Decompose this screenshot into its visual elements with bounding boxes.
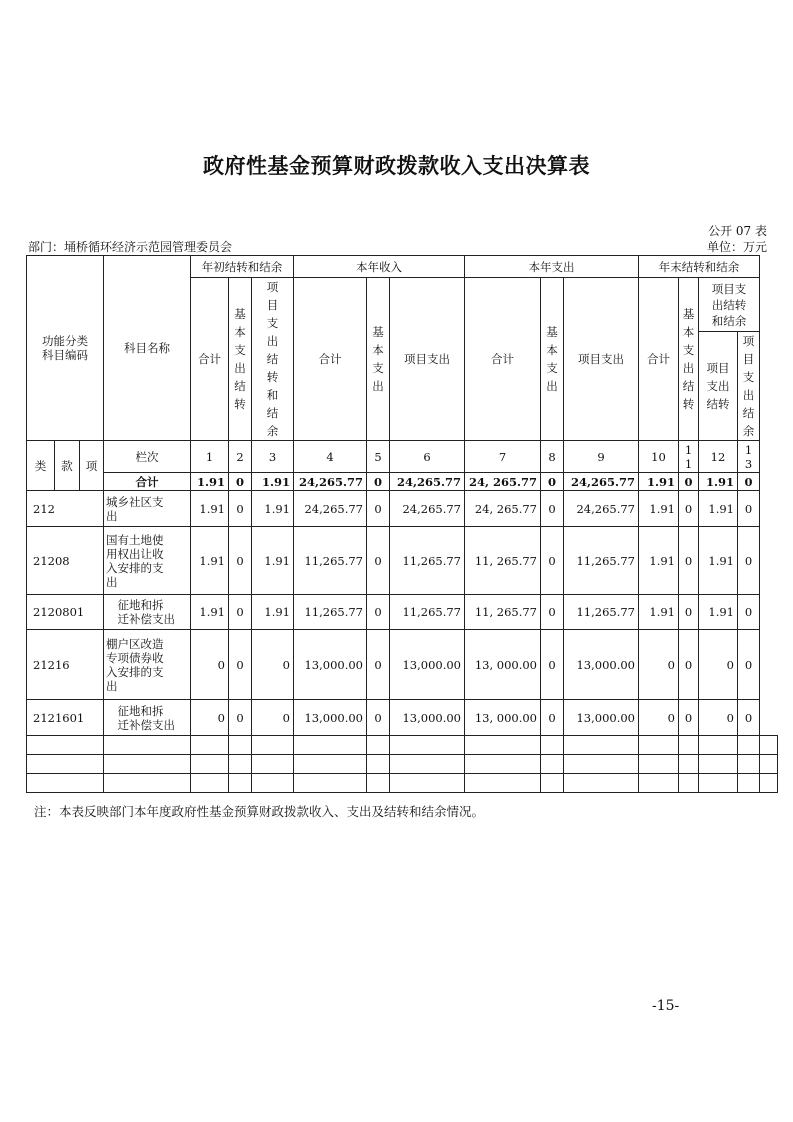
row-cell: 13,000.00 [294, 700, 367, 736]
table-row [27, 630, 778, 700]
row-code: 21216 [27, 630, 104, 700]
row-cell: 13,000.00 [564, 630, 639, 700]
row-cell: 11, 265.77 [465, 595, 541, 630]
footnote: 注：本表反映部门本年度政府性基金预算财政拨款收入、支出及结转和结余情况。 [34, 804, 485, 819]
row-name: 城乡社区支 出 [104, 491, 191, 527]
table-row [27, 700, 778, 736]
row-cell: 0 [541, 491, 564, 527]
row-cell: 0 [229, 700, 252, 736]
total-row-label: 合计 [104, 473, 191, 491]
row-code: 2120801 [27, 595, 104, 630]
row-cell: 13,000.00 [390, 700, 465, 736]
column-number: 1 3 [738, 441, 760, 473]
row-cell: 1.91 [191, 595, 229, 630]
kuan-header: 款 [55, 441, 80, 491]
row-cell: 0 [699, 700, 738, 736]
row-cell: 1.91 [639, 595, 679, 630]
total-cell: 0 [229, 473, 252, 491]
row-cell: 24,265.77 [390, 491, 465, 527]
row-cell: 11,265.77 [294, 527, 367, 595]
row-cell: 1.91 [191, 527, 229, 595]
row-cell: 11,265.77 [390, 527, 465, 595]
row-cell: 13,000.00 [390, 630, 465, 700]
column-number: 1 [191, 441, 229, 473]
column-number: 5 [367, 441, 390, 473]
end-basic-header: 基 本 支 出 结 转 [679, 278, 699, 441]
column-number: 2 [229, 441, 252, 473]
row-cell: 0 [252, 630, 294, 700]
total-cell: 0 [367, 473, 390, 491]
xiang-header: 项 [80, 441, 104, 491]
total-cell: 24,265.77 [564, 473, 639, 491]
unit-label: 单位：万元 [706, 240, 767, 254]
row-cell: 0 [679, 527, 699, 595]
row-cell: 0 [229, 595, 252, 630]
income-header: 本年收入 [294, 256, 465, 278]
row-cell: 0 [679, 700, 699, 736]
row-cell: 0 [367, 595, 390, 630]
row-cell: 0 [738, 630, 760, 700]
row-cell: 13, 000.00 [465, 700, 541, 736]
end-total-header: 合计 [639, 278, 679, 441]
total-cell: 0 [679, 473, 699, 491]
row-cell: 0 [229, 630, 252, 700]
column-number: 1 1 [679, 441, 699, 473]
row-cell: 13,000.00 [294, 630, 367, 700]
form-number: 公开 07 表 [708, 224, 767, 238]
column-number: 12 [699, 441, 738, 473]
row-name: 棚户区改造 专项债券收 入安排的支 出 [104, 630, 191, 700]
expense-basic-header: 基 本 支 出 [541, 278, 564, 441]
row-cell: 0 [367, 527, 390, 595]
row-cell: 0 [229, 527, 252, 595]
total-cell: 1.91 [191, 473, 229, 491]
total-cell: 1.91 [252, 473, 294, 491]
row-cell: 11,265.77 [564, 527, 639, 595]
row-cell: 0 [229, 491, 252, 527]
total-cell: 0 [738, 473, 760, 491]
total-cell: 0 [541, 473, 564, 491]
row-cell: 11, 265.77 [465, 527, 541, 595]
row-cell: 1.91 [252, 595, 294, 630]
row-cell: 11,265.77 [564, 595, 639, 630]
row-cell: 0 [738, 595, 760, 630]
row-cell: 24,265.77 [294, 491, 367, 527]
row-name: 征地和拆 迁补偿支出 [104, 595, 191, 630]
row-cell: 24,265.77 [564, 491, 639, 527]
row-cell: 1.91 [699, 595, 738, 630]
row-code: 21208 [27, 527, 104, 595]
row-cell: 0 [541, 595, 564, 630]
total-cell: 24,265.77 [390, 473, 465, 491]
total-cell: 1.91 [699, 473, 738, 491]
row-cell: 1.91 [252, 527, 294, 595]
row-cell: 0 [679, 491, 699, 527]
column-number: 10 [639, 441, 679, 473]
column-number: 7 [465, 441, 541, 473]
begin-total-header: 合计 [191, 278, 229, 441]
row-cell: 11,265.77 [294, 595, 367, 630]
income-basic-header: 基 本 支 出 [367, 278, 390, 441]
total-cell: 24, 265.77 [465, 473, 541, 491]
end-project-carry-header: 项目 支出 结转 [699, 332, 738, 441]
column-number: 8 [541, 441, 564, 473]
expense-header: 本年支出 [465, 256, 639, 278]
row-name: 征地和拆 迁补偿支出 [104, 700, 191, 736]
column-number: 4 [294, 441, 367, 473]
department-label: 部门：埇桥循环经济示范园管理委员会 [28, 240, 233, 254]
expense-project-header: 项目支出 [564, 278, 639, 441]
func-code-header: 功能分类 科目编码 [27, 256, 104, 441]
row-cell: 1.91 [699, 527, 738, 595]
row-cell: 0 [541, 527, 564, 595]
column-number: 6 [390, 441, 465, 473]
lei-header: 类 [27, 441, 55, 491]
row-cell: 1.91 [639, 527, 679, 595]
row-cell: 0 [367, 630, 390, 700]
expense-total-header: 合计 [465, 278, 541, 441]
income-total-header: 合计 [294, 278, 367, 441]
row-cell: 0 [191, 700, 229, 736]
row-cell: 0 [252, 700, 294, 736]
row-cell: 1.91 [191, 491, 229, 527]
column-number: 9 [564, 441, 639, 473]
fund-table [26, 255, 778, 793]
row-cell: 0 [541, 630, 564, 700]
table-row [27, 595, 778, 630]
row-cell: 0 [639, 630, 679, 700]
begin-project-header: 项 目 支 出 结 转 和 结 余 [252, 278, 294, 441]
row-cell: 1.91 [252, 491, 294, 527]
row-cell: 0 [367, 700, 390, 736]
row-cell: 0 [738, 700, 760, 736]
row-cell: 0 [541, 700, 564, 736]
row-name: 国有土地使 用权出让收 入安排的支 出 [104, 527, 191, 595]
page-number: -15- [652, 998, 680, 1014]
end-project-group-header: 项目支 出结转 和结余 [699, 278, 760, 332]
begin-basic-header: 基 本 支 出 结 转 [229, 278, 252, 441]
income-project-header: 项目支出 [390, 278, 465, 441]
end-balance-header: 年末结转和结余 [639, 256, 760, 278]
row-cell: 0 [679, 630, 699, 700]
column-number-label: 栏次 [104, 441, 191, 473]
row-cell: 1.91 [699, 491, 738, 527]
subject-header: 科目名称 [104, 256, 191, 441]
row-cell: 24, 265.77 [465, 491, 541, 527]
row-cell: 0 [191, 630, 229, 700]
row-cell: 11,265.77 [390, 595, 465, 630]
row-cell: 13, 000.00 [465, 630, 541, 700]
row-cell: 0 [367, 491, 390, 527]
total-cell: 1.91 [639, 473, 679, 491]
row-cell: 0 [738, 491, 760, 527]
row-cell: 0 [699, 630, 738, 700]
row-cell: 0 [738, 527, 760, 595]
row-cell: 0 [639, 700, 679, 736]
page-title: 政府性基金预算财政拨款收入支出决算表 [203, 154, 590, 178]
row-code: 212 [27, 491, 104, 527]
column-number: 3 [252, 441, 294, 473]
empty-row [27, 774, 778, 793]
row-cell: 1.91 [639, 491, 679, 527]
table-row [27, 527, 778, 595]
row-cell: 0 [679, 595, 699, 630]
table-row [27, 491, 778, 527]
row-code: 2121601 [27, 700, 104, 736]
empty-row [27, 755, 778, 774]
row-cell: 13,000.00 [564, 700, 639, 736]
total-cell: 24,265.77 [294, 473, 367, 491]
end-project-balance-header: 项 目 支 出 结 余 [738, 332, 760, 441]
empty-row [27, 736, 778, 755]
begin-balance-header: 年初结转和结余 [191, 256, 294, 278]
